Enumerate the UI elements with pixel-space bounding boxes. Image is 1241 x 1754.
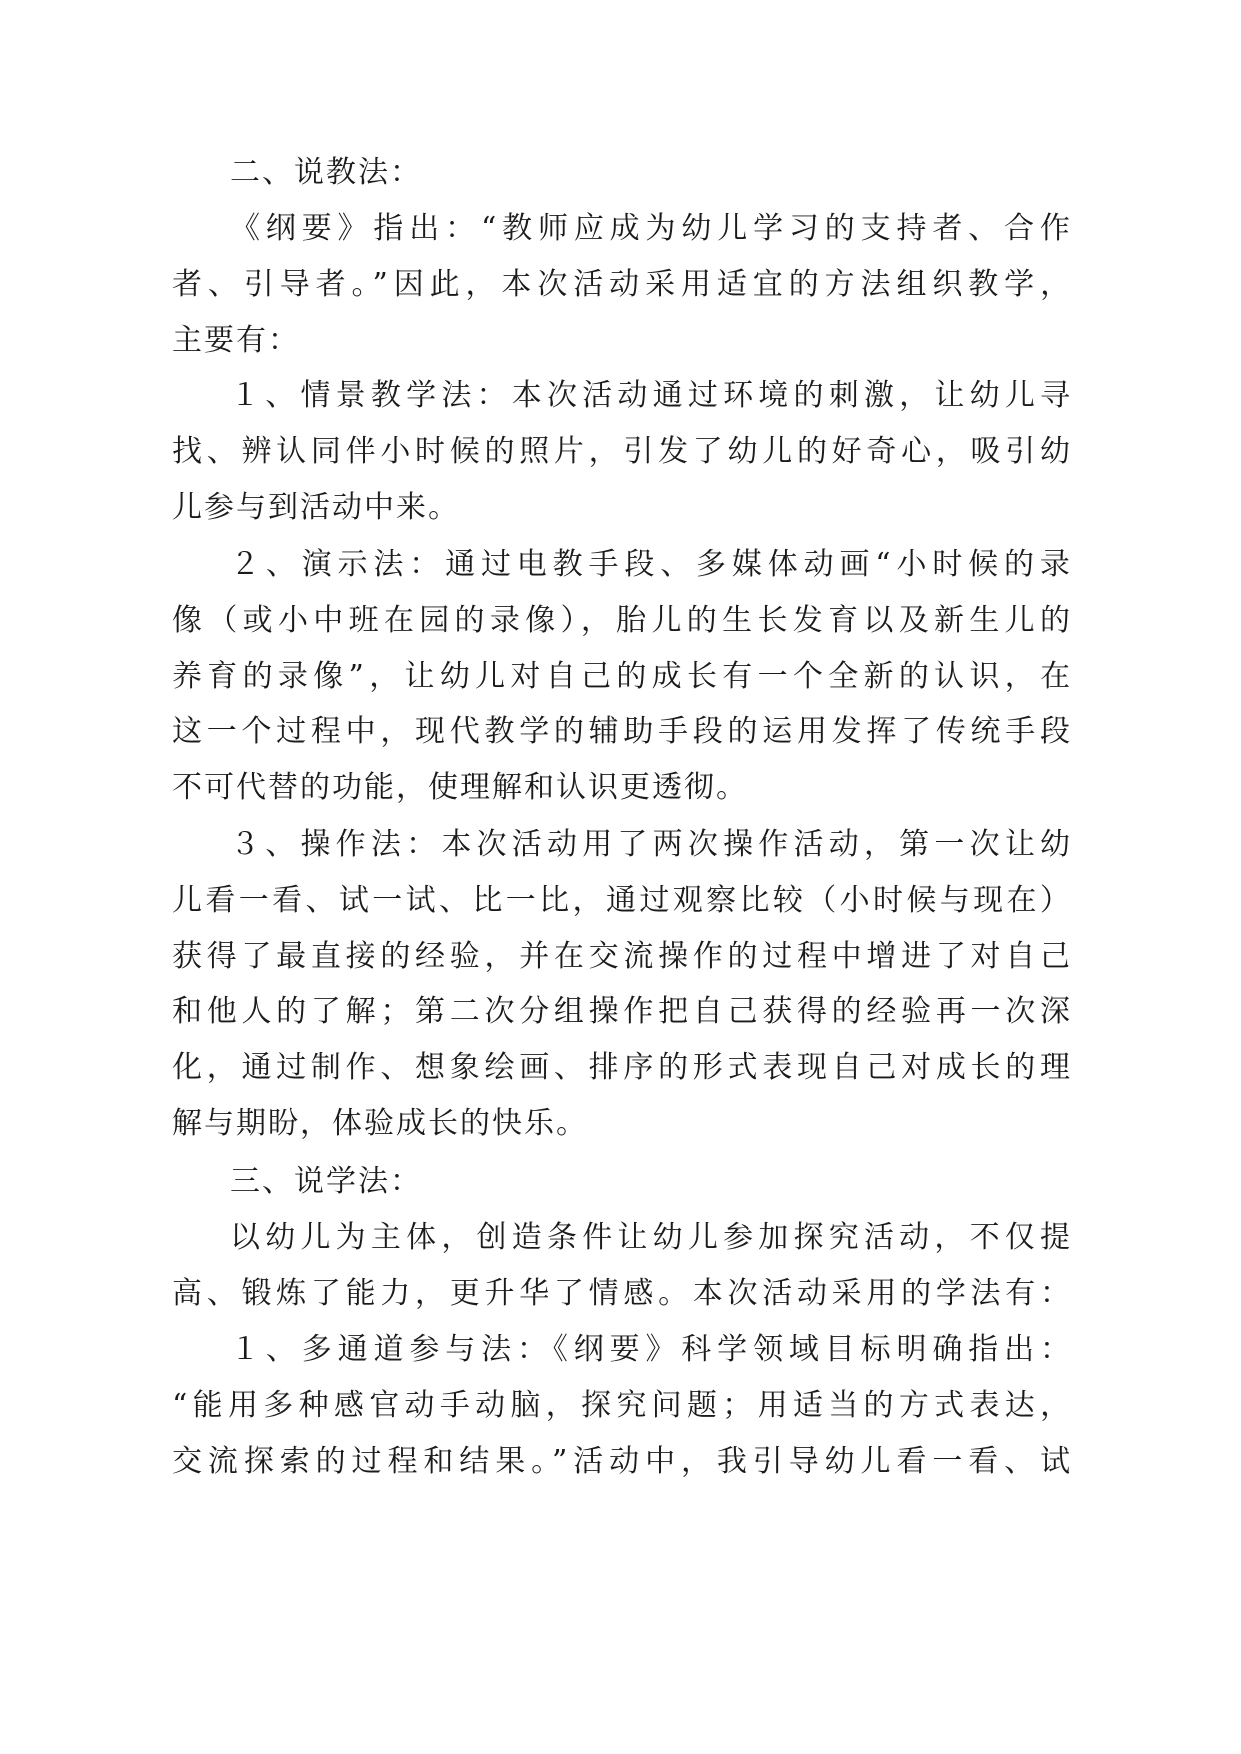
section-heading-teaching-methods: 二、说教法： — [230, 155, 422, 190]
text-line: 高、锻炼了能力，更升华了情感。本次活动采用的学法有： — [172, 1276, 1075, 1311]
text-line: 交流探索的过程和结果。”活动中，我引导幼儿看一看、试 — [172, 1444, 1076, 1479]
text-line: 儿参与到活动中来。 — [172, 490, 460, 525]
text-line: 以幼儿为主体，创造条件让幼儿参加探究活动，不仅提 — [230, 1220, 1076, 1255]
text-line: 解与期盼，体验成长的快乐。 — [172, 1106, 588, 1141]
text-line: 养育的录像”，让幼儿对自己的成长有一个全新的认识，在 — [172, 659, 1076, 694]
text-line: 化，通过制作、想象绘画、排序的形式表现自己对成长的理 — [172, 1050, 1075, 1085]
text-line: ２、演示法：通过电教手段、多媒体动画“小时候的录 — [230, 547, 1076, 582]
text-line: 这一个过程中，现代教学的辅助手段的运用发挥了传统手段 — [172, 714, 1075, 749]
text-line: 找、辨认同伴小时候的照片，引发了幼儿的好奇心，吸引幼 — [172, 434, 1075, 469]
text-line: 主要有： — [172, 323, 300, 358]
text-line: 和他人的了解；第二次分组操作把自己获得的经验再一次深 — [172, 994, 1075, 1029]
section-heading-learning-methods: 三、说学法： — [230, 1164, 422, 1199]
text-line: 者、引导者。”因此，本次活动采用适宜的方法组织教学， — [172, 267, 1076, 302]
text-line: 《纲要》指出：“教师应成为幼儿学习的支持者、合作 — [230, 211, 1076, 246]
text-line: 像（或小中班在园的录像），胎儿的生长发育以及新生儿的 — [172, 603, 1076, 638]
text-line: １、情景教学法：本次活动通过环境的刺激，让幼儿寻 — [230, 378, 1076, 413]
text-line: “能用多种感官动手动脑，探究问题；用适当的方式表达， — [172, 1388, 1076, 1423]
text-line: １、多通道参与法：《纲要》科学领域目标明确指出： — [230, 1332, 1076, 1367]
text-line: 获得了最直接的经验，并在交流操作的过程中增进了对自己 — [172, 939, 1075, 974]
text-line: ３、操作法：本次活动用了两次操作活动，第一次让幼 — [230, 827, 1076, 862]
text-line: 儿看一看、试一试、比一比，通过观察比较（小时候与现在） — [172, 883, 1074, 918]
text-line: 不可代替的功能，使理解和认识更透彻。 — [172, 770, 748, 805]
